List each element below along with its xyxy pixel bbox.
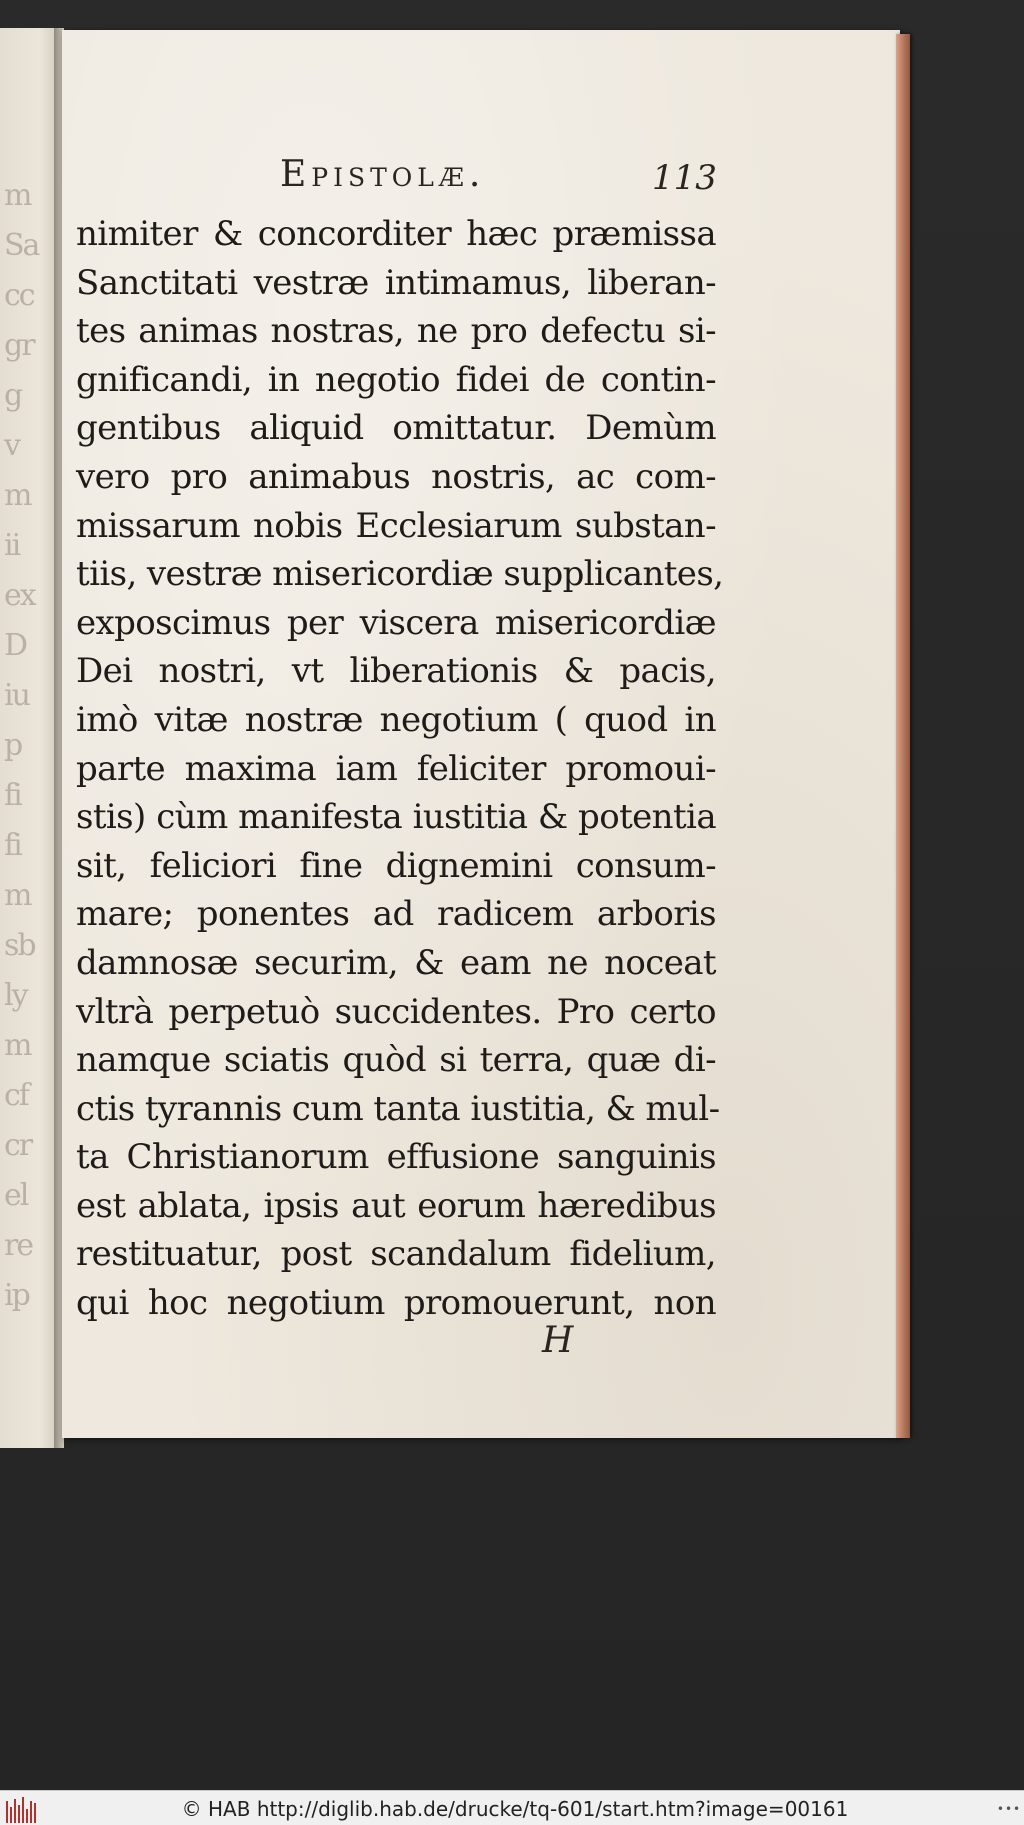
text-line: vltrà perpetuò succidentes. Pro certo [76, 991, 716, 1032]
text-line: gentibus aliquid omittatur. Demùm [76, 408, 716, 449]
text-line: restituatur, post scandalum fidelium, [76, 1234, 716, 1275]
text-line: ctis tyrannis cum tanta iustitia, & mul- [76, 1088, 720, 1129]
text-line: namque sciatis quòd si terra, quæ di- [76, 1040, 716, 1081]
text-line: imò vitæ nostræ negotium ( quod in [76, 699, 716, 740]
page-number: 113 [652, 158, 717, 198]
text-line: vero pro animabus nostris, ac com- [76, 456, 716, 497]
book-page [62, 30, 900, 1438]
text-line: tes animas nostras, ne pro defectu si- [76, 311, 716, 352]
text-line: sit, feliciori fine dignemini consum- [76, 845, 716, 886]
signature-mark: H [542, 1320, 574, 1361]
text-line: ta Christianorum effusione sanguinis [76, 1137, 716, 1178]
text-line: parte maxima iam feliciter promoui- [76, 748, 716, 789]
page-fore-edge [896, 34, 910, 1438]
more-dots-icon[interactable]: ••• [996, 1801, 1022, 1816]
body-text [76, 210, 724, 1328]
text-line: Sanctitati vestræ intimamus, liberan- [76, 262, 716, 303]
text-line: est ablata, ipsis aut eorum hæredibus [76, 1185, 716, 1226]
text-line: nimiter & concorditer hæc præmissa [76, 214, 716, 254]
text-line: damnosæ securim, & eam ne noceat [76, 942, 716, 983]
running-title: Epistolæ. [280, 154, 486, 195]
status-bar [0, 1790, 1024, 1825]
text-line: exposcimus per viscera misericordiæ [76, 602, 716, 643]
text-line: stis) cùm manifesta iustitia & potentia [76, 797, 716, 838]
text-line: missarum nobis Ecclesiarum substan- [76, 505, 716, 546]
text-line: mare; ponentes ad radicem arboris [76, 894, 716, 935]
text-line: qui hoc negotium promouerunt, non [76, 1283, 716, 1324]
page-header [62, 130, 900, 198]
text-line: gnificandi, in negotio fidei de contin- [76, 359, 716, 400]
hab-barcode-logo-icon [6, 1795, 36, 1823]
text-line: tiis, vestræ misericordiæ supplicantes, [76, 554, 724, 595]
copyright-link[interactable]: © HAB http://diglib.hab.de/drucke/tq-601/start.htm?image=00161 [181, 1796, 849, 1821]
text-line: Dei nostri, vt liberationis & pacis, [76, 651, 716, 692]
previous-page-edge: m Sa cc gr g v m ii ex D iu p fi fi m sb ly m cf cr el re ip [0, 28, 58, 1448]
